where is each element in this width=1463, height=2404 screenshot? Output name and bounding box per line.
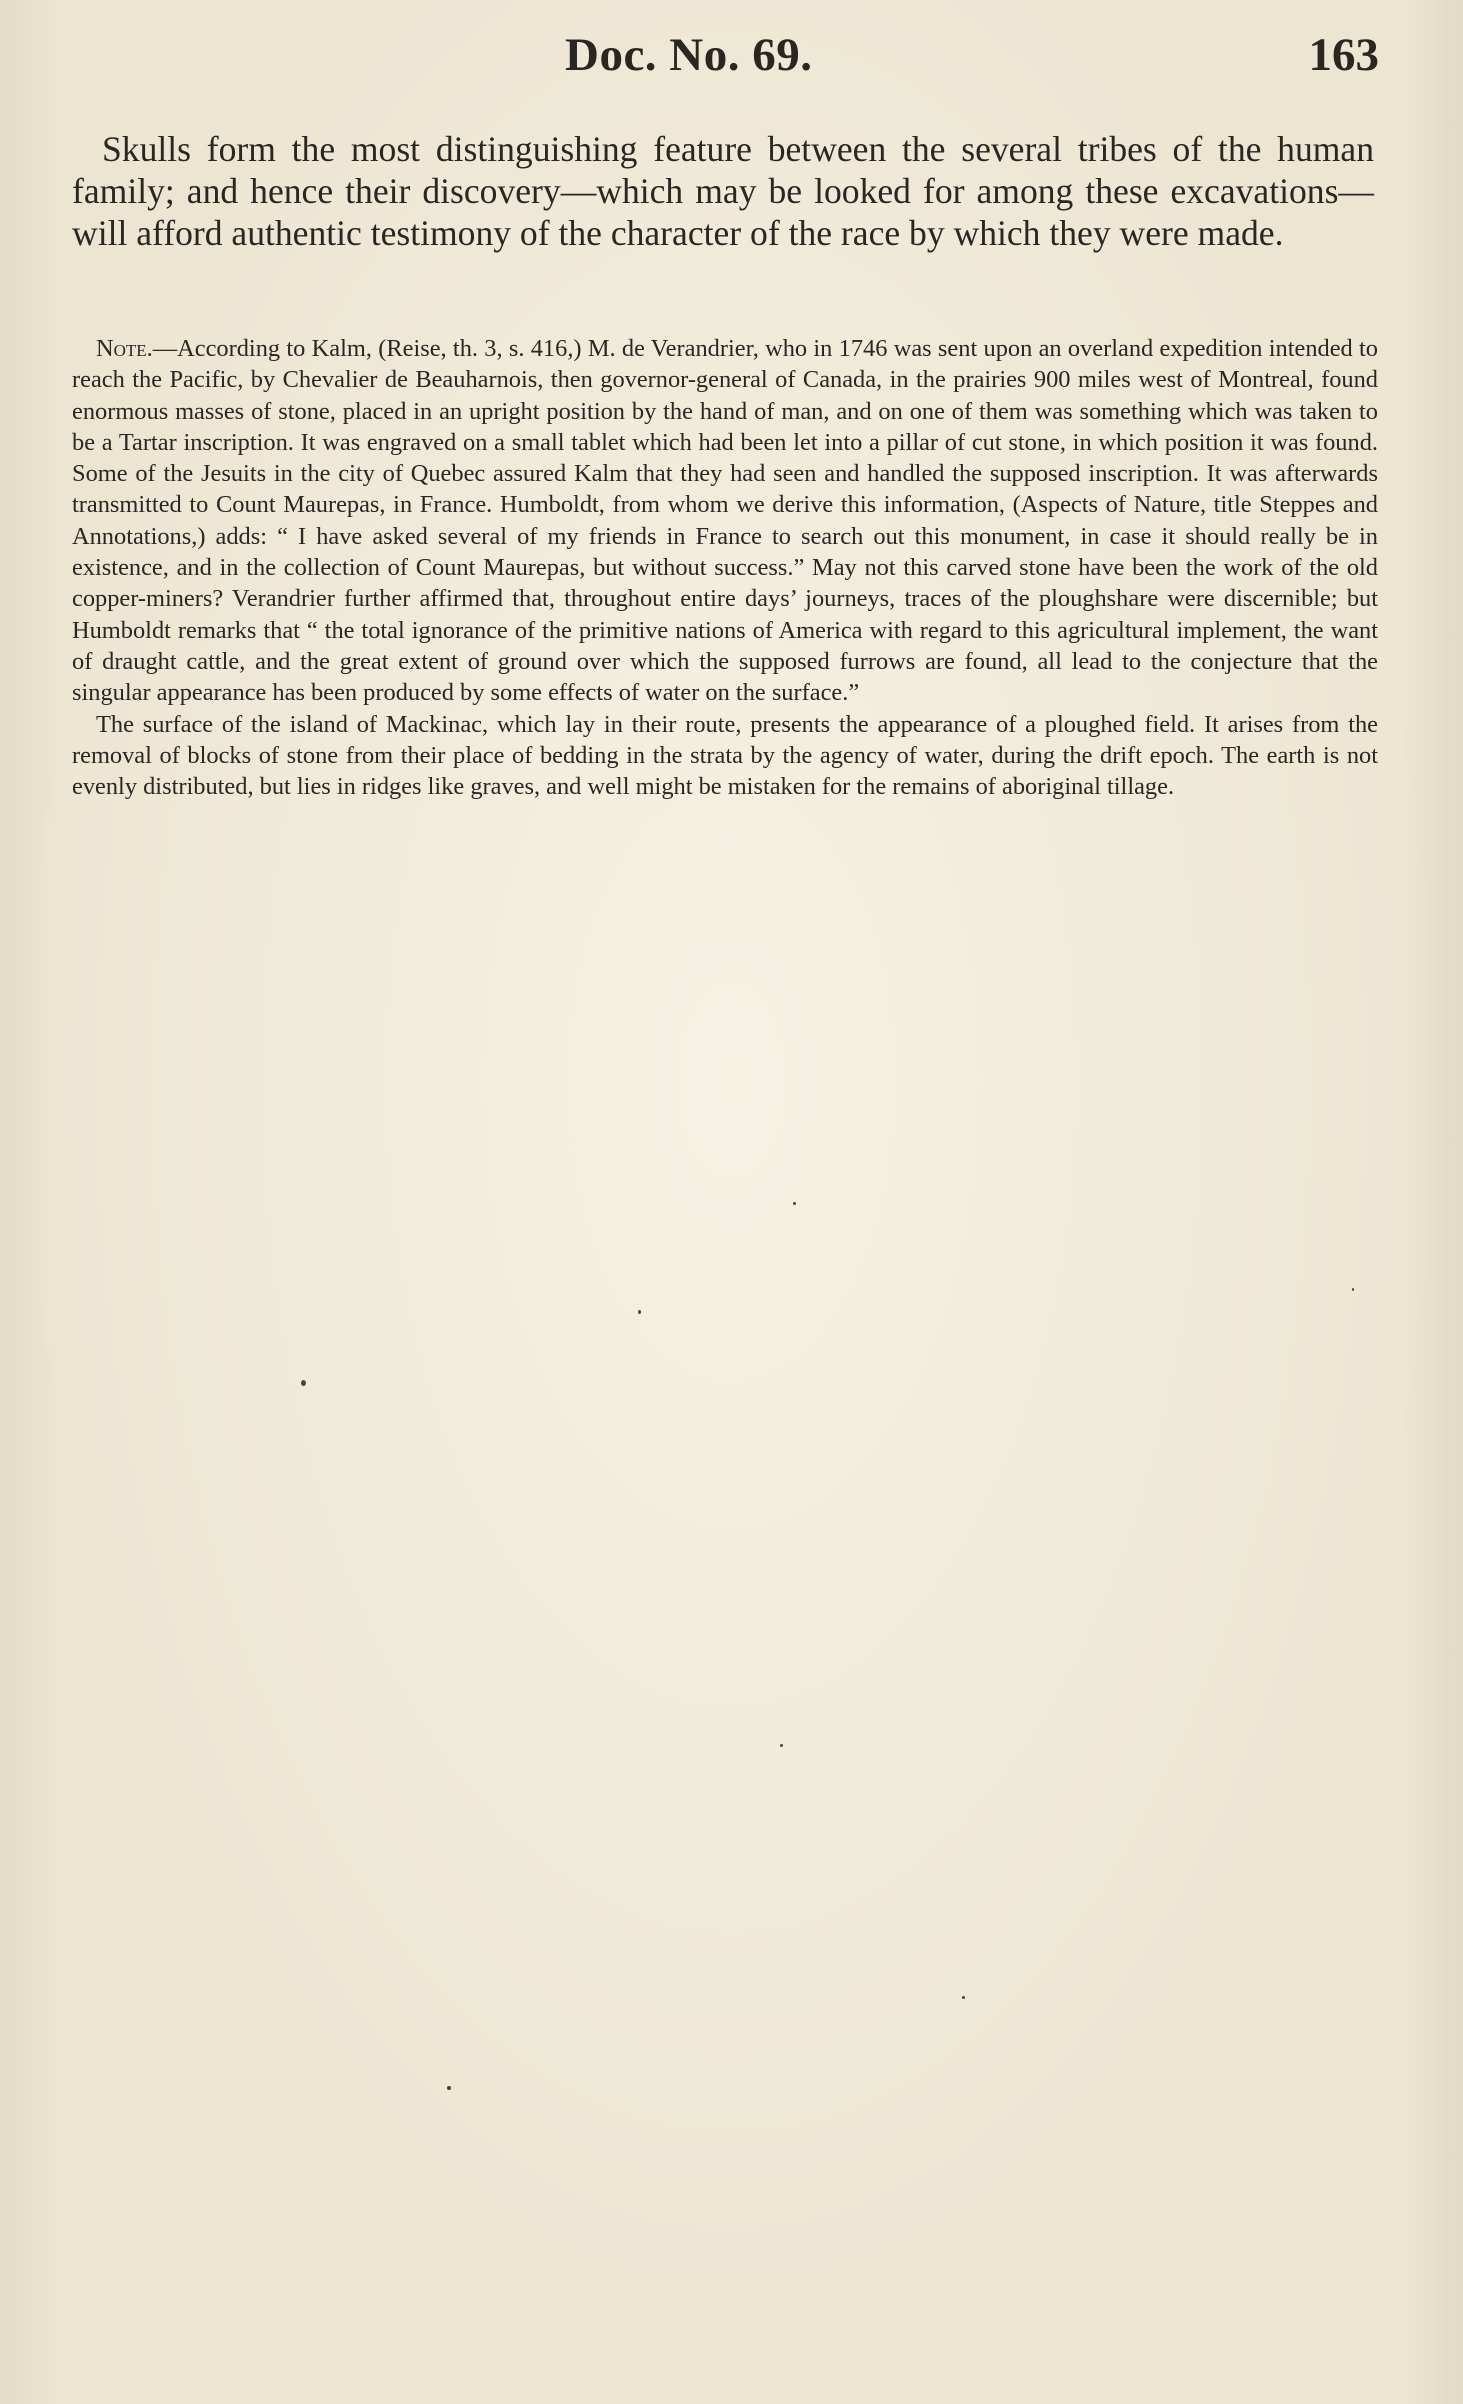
page-header [565,28,1379,88]
page-number: 163 [1308,29,1379,81]
paper-speck [301,1380,306,1386]
body-paragraph: Skulls form the most distinguishing feature between the several tribes of the human family; and hence their discovery—which may be looked for among these excavations—will afford authentic testimony of the character of the race by which they were made. [72,129,1374,253]
footnote-paragraph-2: The surface of the island of Mackinac, which lay in their route, presents the appearance of a ploughed field. It arises from the removal of blocks of stone from their place of bedding in the strata by the agency of water, during the drift epoch. The earth is not evenly distributed, but lies in ridges like graves, and well might be mistaken for the remains of aboriginal tillage. [72,710,1378,801]
paper-speck [1352,1288,1354,1291]
document-title: Doc. No. 69. [565,29,813,81]
footnote-paragraph-1-text: —According to Kalm, (Reise, th. 3, s. 416,) M. de Verandrier, who in 1746 was sent upon an overland expedition intended to reach the Pacific, by Chevalier de Beauharnois, then governor-general of Canada, in the prairies 900 miles west of Montreal, found enormous masses of stone, placed in an upright position by the hand of man, and on one of them was something which was taken to be a Tartar inscription. It was engraved on a small tablet which had been let into a pillar of cut stone, in which position it was found. Some of the Jesuits in the city of Quebec assured Kalm that they had seen and handled the supposed inscription. It was afterwards transmitted to Count Maurepas, in France. Humboldt, from whom we derive this information, (Aspects of Nature, title Steppes and Annotations,) adds: “ I have asked several of my friends in France to search out this monument, in case it should really be in existence, and in the collection of Count Maurepas, but without success.” May not this carved stone have been the work of the old copper-miners? Verandrier further affirmed that, throughout entire days’ journeys, traces of the ploughshare were discernible; but Humboldt remarks that “ the total ignorance of the primitive nations of America with regard to this agricultural implement, the want of draught cattle, and the great extent of ground over which the supposed furrows are found, all lead to the conjecture that the singular appearance has been produced by some effects of water on the surface.” [72,335,1378,707]
paper-speck [962,1996,965,1999]
footnote-paragraph-1 [72,333,1378,709]
paper-speck [638,1310,641,1314]
paper-speck [793,1202,796,1205]
paper-speck [780,1744,783,1747]
footnote-label: Note. [96,335,153,362]
paper-speck [447,2086,451,2090]
footnote [72,333,1378,802]
